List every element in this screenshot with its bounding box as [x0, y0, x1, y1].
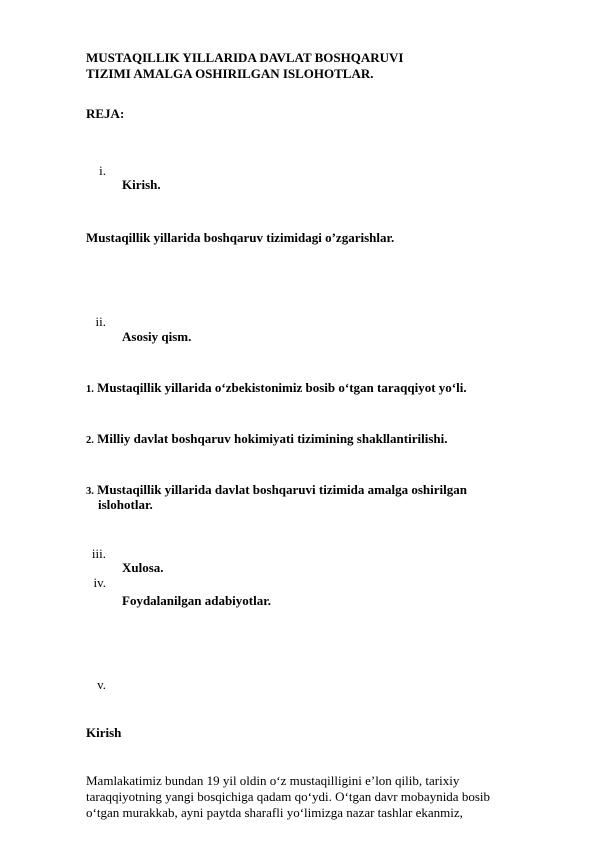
document-title-line-2: TIZIMI AMALGA OSHIRILGAN ISLOHOTLAR. [86, 66, 374, 81]
outline-label-2: Asosiy qism. [122, 329, 192, 344]
outline-marker-3: iii. [91, 546, 106, 561]
body-line-1: Mamlakatimiz bundan 19 yil oldin o‘z mustaqilligini e’lon qilib, tarixiy [86, 773, 460, 788]
main-item-text: Mustaqillik yillarida davlat boshqaruvi tizimida amalga oshirilgan [97, 482, 467, 497]
outline-marker-4: iv. [93, 575, 106, 590]
intro-topic: Mustaqillik yillarida boshqaruv tizimidagi o’zgarishlar. [86, 230, 395, 245]
main-item-number: 2. [86, 435, 94, 446]
outline-label-3: Xulosa. [122, 560, 164, 575]
plan-heading: REJA: [86, 106, 125, 121]
outline-marker-1: i. [99, 163, 106, 178]
body-line-3: o‘tgan murakkab, ayni paytda sharafli yo‘limizga nazar tashlar ekanmiz, [86, 805, 463, 820]
section-heading: Kirish [86, 725, 122, 740]
main-item-1 [86, 380, 467, 398]
main-item-number: 3. [86, 486, 94, 497]
outline-marker-2: ii. [95, 314, 106, 329]
main-item-2 [86, 431, 447, 449]
document-title-line-1: MUSTAQILLIK YILLARIDA DAVLAT BOSHQARUVI [86, 50, 404, 65]
outline-label-4: Foydalanilgan adabiyotlar. [122, 593, 272, 608]
main-item-text: Mustaqillik yillarida o‘zbekistonimiz bosib o‘tgan taraqqiyot yo‘li. [97, 380, 467, 395]
outline-marker-5: v. [97, 677, 106, 692]
main-item-text: Milliy davlat boshqaruv hokimiyati tizimining shakllantirilishi. [97, 431, 448, 446]
body-line-2: taraqqiyotning yangi bosqichiga qadam qo‘ydi. O‘tgan davr mobaynida bosib [86, 789, 490, 804]
outline-label-1: Kirish. [122, 177, 161, 192]
main-item-number: 1. [86, 384, 94, 395]
main-item-3-continuation: islohotlar. [98, 497, 153, 512]
